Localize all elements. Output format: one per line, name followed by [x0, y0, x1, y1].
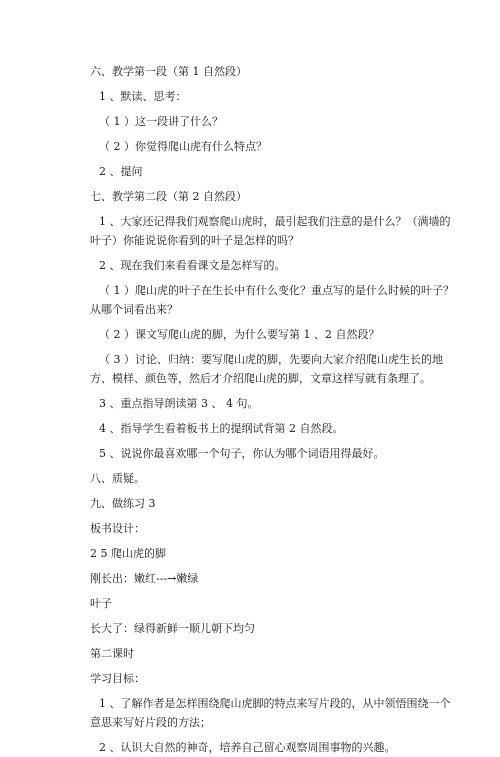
paragraph-line: 2 、提问 [99, 165, 143, 178]
document-body [90, 62, 454, 757]
paragraph-continuation: 叶子）你能说说你看到的叶子是怎样的吗？ [90, 234, 299, 247]
paragraph-line: （ 3 ）讨论、归纳：要写爬山虎的脚，先要向大家介绍爬山虎生长的地 [99, 353, 443, 366]
paragraph-line: 第二课时 [90, 647, 134, 660]
paragraph-line: 2 、认识大自然的神奇，培养自己留心观察周围事物的兴趣。 [99, 741, 396, 754]
paragraph-line: 1 、大家还记得我们观察爬山虎时，最引起我们注意的是什么？（满墙的 [99, 215, 451, 228]
paragraph-line: 1 、默读、思考： [99, 90, 187, 103]
paragraph-line: 学习目标： [90, 672, 145, 685]
paragraph-line: 六、教学第一段（第 1 自然段） [90, 65, 247, 78]
paragraph-line: 5 、说说你最喜欢哪一个句子，你认为哪个词语用得最好。 [99, 447, 385, 460]
paragraph-line: 八、质疑。 [90, 472, 145, 485]
paragraph-line: 3 、重点指导朗读第 3 、 4 句。 [99, 397, 259, 410]
paragraph-continuation: 方、模样、颜色等，然后才介绍爬山虎的脚，文章这样写就有条理了。 [90, 372, 431, 385]
paragraph-line: （ 1 ）爬山虎的叶子在生长中有什么变化？重点写的是什么时候的叶子？ [99, 284, 454, 297]
paragraph-line: 七、教学第二段（第 2 自然段） [90, 190, 247, 203]
paragraph-continuation: 意思来写好片段的方法； [90, 716, 211, 729]
paragraph-line: （ 2 ）你觉得爬山虎有什么特点？ [99, 140, 267, 153]
paragraph-line: 九、做练习 3 [90, 497, 156, 510]
paragraph-line: 2 、现在我们来看看课文是怎样写的。 [99, 259, 286, 272]
paragraph-line: 刚长出：嫩红---→嫩绿 [90, 572, 199, 585]
paragraph-line: 1 、了解作者是怎样围绕爬山虎脚的特点来写片段的，从中领悟围绕一个 [99, 697, 451, 710]
paragraph-continuation: 从哪个词看出来？ [90, 303, 178, 316]
paragraph-line: 2 5 爬山虎的脚 [90, 547, 166, 560]
paragraph-line: （ 1 ）这一段讲了什么？ [99, 115, 223, 128]
paragraph-line: 叶子 [90, 597, 112, 610]
paragraph-line: 4 、指导学生看着板书上的提纲试背第 2 自然段。 [99, 422, 344, 435]
paragraph-line: （ 2 ）课文写爬山虎的脚，为什么要写第 1 、2 自然段？ [99, 328, 380, 341]
paragraph-line: 板书设计： [90, 522, 145, 535]
paragraph-line: 长大了：绿得新鲜一顺儿朝下均匀 [90, 622, 255, 635]
